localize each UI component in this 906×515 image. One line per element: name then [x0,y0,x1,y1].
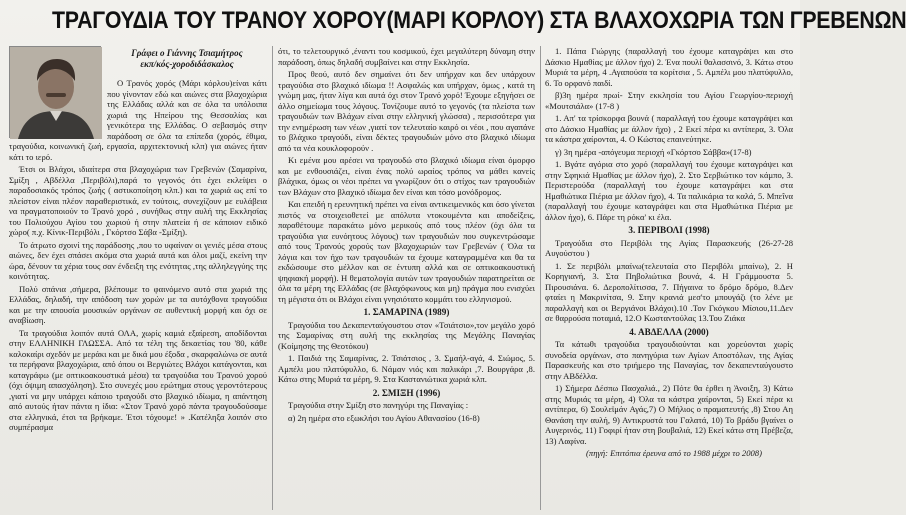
song-list: 1. Σε περιβόλι μπαίνω(τελευταία στο Περιβόλι μπαίνω), 2. Η Κορηγιανή, 3. Στα Πηβολιώτικα βουνά, 4. Η Γράμμουστα 5. Πιρουσιάνα. 6. Δεροπολίτισσα, 7. Πήγαινα το δρόμο δρόμο, 8.Δεν φταίει η Μακρινίτσα, 9. Στην κρανιά μεσ'το μπουγάζι (το λένε με παραλλαγή και οι Βεργιάνοι Βλάχοι).10 .Τον Γκόγκου Μίσιου,11.Δεν σε θαρρούσα ποταμιά, 12.Ο Κωσταντούλας 13.Του Ζιάκα [545,260,793,323]
column-3 [545,46,793,510]
column-2 [278,46,535,510]
author-name: Γράφει ο Γιάννης Τσιαμήτρος [131,48,243,58]
section-heading-samarina: 1. ΣΑΜΑΡΙΝΑ (1989) [363,307,450,317]
paragraph: γ) 3η ημέρα -απόγευμα περιοχή «Γκόρτσο Σάββα»(17-8) [555,146,752,157]
paragraph: Τραγούδια στην Σμίξη στο πανηγύρι της Παναγίας : [288,400,469,410]
paragraph: Ο Τρανός χορός (Μάρι κόρλου)είναι κάτι που γίνονταν εδώ και αιώνες στα βλαχοχώρια της Ελλάδας αλλά και σε όλα τα υπόλοιπα χωριά της Ηπείρου της Θεσσαλίας και γενικότερα της Ελλάδας. Ο σεβασμός στην παράδοση σε όλα τα επίπεδα (χορός, έθιμα, τραγούδια, κοινωνική ζωή, εργασία, αρχιτεκτονική κλπ) για αιώνες ήταν κάτι το ιερό. [9,78,267,162]
paragraph: Τραγούδια στο Περιβόλι της Αγίας Παρασκευής (26-27-28 Αυγούστου ) [545,237,793,258]
paragraph: Τα τραγούδια λοιπόν αυτά ΟΛΑ, χωρίς καμιά εξαίρεση, αποδίδονται στην ΕΛΛΗΝΙΚΗ ΓΛΩΣΣΑ. Από τα τέλη της δεκαετίας του '80, κάθε καλοκαίρι σχεδόν με μεράκι και με δικά μου έξοδα , σκαρφαλώνω σε αυτά τα περήφανα βλαχοχώρια, από όπου οι Βεργιώτες Βλάχοι κατάγονται, και καταγράφω (με οπτικοακουστικά μέσα) τα τραγούδια του Τρανού χορού (όχι όψιμη απασχόληση). Στο συνεχές μου ερώτημα στους γεροντότερους ,γιατί να μην υπάρχει κάποιο τραγούδι στο βλαχικό ιδίωμα, η απάντηση από αυτούς ήταν πάντα η ίδια: «Στον Τρανό χορό πάντα τραγουδούσαμε στα ελληνικά, έτσι τα βρήκαμε. Έτσι τόχουμε! » .Κατέληξα λοιπόν στο συμπέρασμα [9,327,267,432]
paragraph: Κι εμένα μου αρέσει να τραγουδώ στο βλαχικό ιδίωμα είναι όμορφο και με ενθουσιάζει, είναι ένας πολύ ωραίος τρόπος να μάθει κανείς βλάχικα, όμως οι νέοι πρέπει να γνωρίζουν ότι ο στίχος των τραγουδιών των Βλάχων στο βλαχικό ιδίωμα δεν είναι και τόσο μονόδρομος. [278,155,535,197]
paragraph: β)3η ημέρα πρωί- Στην εκκλησία του Αγίου Γεωργίου-περιοχή «Μουτσιάλα» (17-8 ) [545,90,793,111]
paragraph: Προς θεού, αυτό δεν σημαίνει ότι δεν υπήρχαν και δεν υπάρχουν τραγούδια στο βλαχικό ιδίωμα !! Ασφαλώς και υπήρχαν, όμως , κατά τη γνώμη μας, ήταν λίγα και αυτά όχι στον Τρανό χορό! Έχουμε εξηγήσει σε άλλο σημείωμα τους λόγους. Τονίζουμε αυτό το γεγονός (τα πλείστα των τραγουδιών των Βλάχων είναι στην ελληνική γλώσσα) , περισσότερα για την ενημέρωση των νέων ,γιατί τον τελευταίο καιρό οι νέοι , που αγαπάνε το βλάχικο τραγούδι, είναι δέκτες τραγουδιών μόνο στο βλαχικό ιδίωμα από τα νέα κουκλοφορούν . [278,69,535,153]
paragraph: Τραγούδια του Δεκαπενταύγουστου στον «Τσιάτσιο»,τον μεγάλο χορό της Σαμαρίνας στη αυλή της εκκλησίας της Μεγάλης Παναγίας (Κοίμησης της Θεοτόκου) [278,319,535,351]
section-heading-perivoli: 3. ΠΕΡΙΒΟΛΙ (1998) [628,225,710,235]
paragraph: Τα κάτωθι τραγούδια τραγουδιούνται και χορεύονται χωρίς συνοδεία οργάνων, στο πανηγύρια των Αγίων Αποστόλων, της Αγίας Παρασκευής και στο τριήμερο της Παναγίας, τον δεκαπενταύγουστο στην ΑΒδέλλα. [545,339,793,381]
paragraph: α) 2η ημέρα στο εξωκλήσι του Αγίου Αθανασίου (16-8) [288,412,480,423]
song-list: 1. Απ' τα τρίσκορφα βουνά ( παραλλαγή του έχουμε καταγράψει και στο Δάσκιο Ημαθίας με άλλον ήχο) , 2 Εκεί πέρα κι αντίπερα, 3. Όλα τα κάστρα χαίρονται, 4. Ο Κώστας επαινεύτηκε. [545,113,793,144]
song-list: 1) Σήμερα Δέσπω Πασχαλιά., 2) Πότε θα έρθει η Άνοιξη, 3) Κάτω στης Μυριάς τα μέρη, 4) Όλα τα κάστρα χαίρονται, 5) Εκεί πέρα κι αντίπερα, 6) Σουλεϊμάν Αγάς,7) Ο Μήλιος ο πραματευτής ,8) Στου Αη Θανάση την αυλή, 9) Αντικρυστά του Γαλατά, 10) Το βράδυ βγαίνει ο Αυγερινός, 11) Γοφιρί ήταν στη βουβαλιά, 12) Εκεί κάτω στη Πρέβεζα, 13) Λαφίνα. [545,383,793,446]
paragraph: Και επειδή η ερευνητική πρέπει να είναι αντικειμενικός και όσο γίνεται πιστός να στοιχειοθετεί με απόλυτα ντοκουμέντα και αποδείξεις, παραθέτουμε παρακάτω μόνο μερικούς από τους πλέον (όχι όλα τα τραγούδια για ευνόητους λόγους) των τραγουδιών που συγκεντρώσαμε από τους Τρανούς χορούς των βλαχοχωριών των Γρεβενών ( Όλα τα λόγια και τον ήχο των τραγουδιών τα έχουμε καταγραμμένα και θα τα εκδώσουμε στο μέλλον και σε έντυπη αλλά και σε οπτικοακουστική ψηφιακή μορφή). Η θεματολογία αυτών των τραγουδιών παρατηρείται σε όλα τα μέρη της Ελλάδας (σε βλαχόφωνους και μη) πράγμα που ενισχύει τη μέγιστα ότι οι Βλάχοι είναι γνησιότατο κομμάτι του ελληνισμού. [278,199,535,304]
author-title: εκπ/κός-χοροδιδάσκαλος [140,59,234,69]
column-1 [9,46,267,510]
paragraph: Το άτρωτο σχοινί της παράδοσης ,που το υφαίναν οι γενιές μέσα στους αιώνες, δεν έχει σπάσει ακόμα στα χωριά αυτά και όλοι μαζί, εκείνη την ώρα, δένουν τα χέρια τους σαν ένδειξη της ενότητας ,της αλληλεγγύης της κοινότητας. [9,239,267,281]
section-heading-smixi: 2. ΣΜΙΞΗ (1996) [372,387,441,398]
column-divider [272,46,273,510]
song-list: 1. Βγάτε αγόρια στο χορό (παραλλαγή του έχουμε καταγράψει και στην Σφηκιά Ημαθίας με άλλον ήχο), 2. Στο Σερβιώτικο τον κάμπο, 3. Περιστερούδα (παραλλαγή του έχουμε καταγράψει και στα Ημαθιώτικα Πιέρια με άλλον ήχο), 4. Τα παλικάρια τα καλά, 5. Μπεΐνα (παραλλαγή του έχουμε καταγράψει και στα Ημαθιώτικα Πιέρια με άλλον ήχο), 6. Πάρε τη ρόκα' κι έλα. [545,159,793,222]
song-list: 1. Πάπα Γιώργης (παραλλαγή του έχουμε καταγράψει και στο Δάσκιο Ημαθίας με άλλον ήχο) 2. Ένα πουλί θαλασσινό, 3. Κάτω στου Μυριά τα μέρη, 4 .Αγαπούσα τα κορίτσια , 5. Αμπέλι μου πλατύφυλλο, 6. Το ορφανό παιδί. [545,46,793,88]
column-divider [540,46,541,510]
section-heading-avdella: 4. ΑΒΔΕΛΛΑ (2000) [629,326,709,337]
paragraph: Έτσι οι Βλάχοι, ιδιαίτερα στα βλαχοχώρια των Γρεβενών (Σαμαρίνα, Σμίξη , Αβδέλλα ,Περιβόλι),παρά το γεγονός ότι έχει εκλείψει ο παραδοσιακός τρόπος ζωής ( αστικοποίηση κλπ.) και τα χωριά ως επί το πλείστον είναι πλέον παραθεριστικά, εν τούτοις, συνεχίζουν με ευλάβεια να πραγματοποιούν το Τρανό χορό , συνήθως στην αυλή της Εκκλησίας του Πολιούχου Αγίου του χωριού ή στην πλατεία ή σε κάποιον ειδικό χώρο( π.χ. Κίνικ-Περιβόλι , Γκόρτσο Σάβα -Σμίξη). [9,164,267,237]
source-note: (πηγή: Επιτόπια έρευνα από το 1988 μέχρι το 2008) [586,448,762,458]
author-photo [9,46,101,138]
paragraph: Πολύ σπάνια ,σήμερα, βλέπουμε το φαινόμενο αυτό στα χωριά της Ελλάδας, δηλαδή, την απόδοση των χορών με τα αυτόχθονα τραγούδια και με την απουσία μουσικών οργάνων σε αυθεντική μορφή και όχι σε αναβίωση. [9,283,267,325]
paragraph: ότι, το τελετουργικό ,έναντι του κοσμικού, έχει μεγαλύτερη δύναμη στην παράδοση, όπως δηλαδή συμβαίνει και στην Εκκλησία. [278,46,535,67]
song-list: 1. Παιδιά της Σαμαρίνας, 2. Τσιάτσιος , 3. Σμαήλ-αγά, 4. Σιώμος, 5. Αμπέλι μου πλατύφυλλο, 6. Νάμαν νιός και παλικάρι ,7. Βουργάρα ,8. Κάτω στης Μυριά τα μέρη, 9. Στα Καστανιώτικα χωριά κλπ. [278,353,535,384]
headline: ΤΡΑΓΟΥΔΙΑ ΤΟΥ ΤΡΑΝΟΥ ΧΟΡΟΥ(ΜΑΡΙ ΚΟΡΛΟΥ) ΣΤΑ ΒΛΑΧΟΧΩΡΙΑ ΤΩΝ ΓΡΕΒΕΝΩΝ [52,7,906,34]
author-portrait-icon [10,47,102,139]
